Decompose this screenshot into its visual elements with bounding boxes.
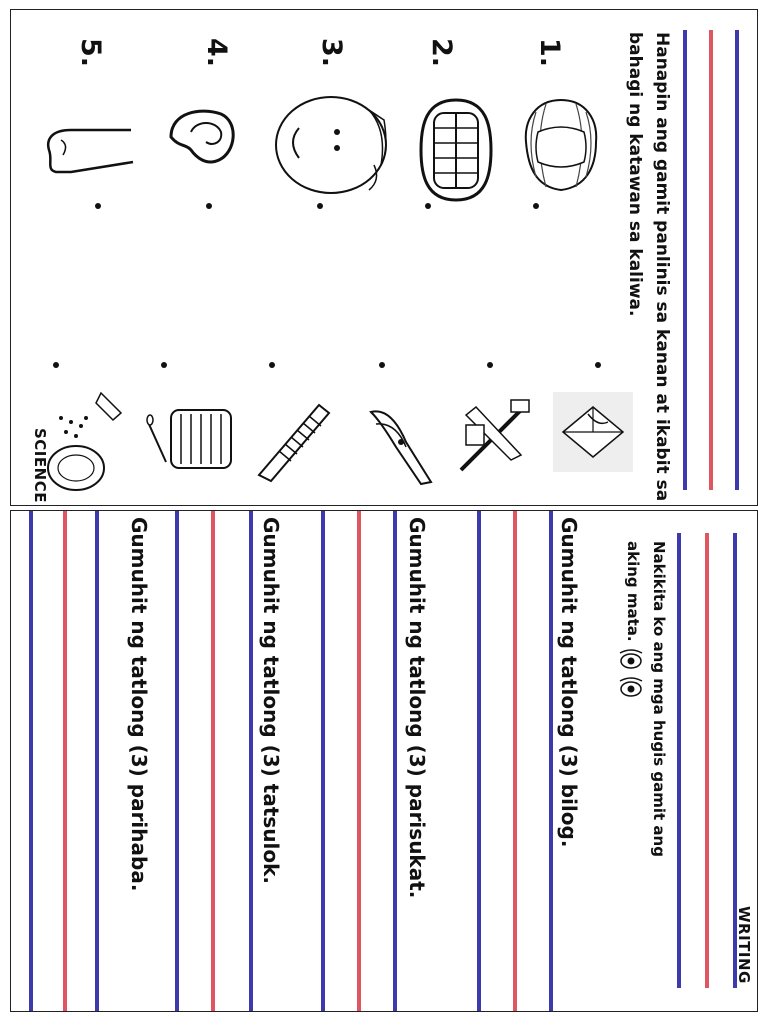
item-number: 3. [316,38,347,68]
notice-line-1: Nakikita ko ang mga hugis gamit ang [650,541,668,857]
guide-line-blue [393,511,397,1011]
guide-line-blue [549,511,553,1011]
notice-line-2: aking mata. [624,541,642,642]
guide-line-blue [735,30,739,490]
guide-line-blue [683,30,687,490]
soap-shower-icon [41,388,141,498]
match-dot-left[interactable] [206,203,212,209]
guide-line-red [709,30,713,490]
guide-line-red [513,511,517,1011]
comb-icon [249,395,334,485]
guide-line-blue [321,511,325,1011]
item-number: 2. [426,38,457,68]
subject-tag: SCIENCE [31,428,49,503]
subject-tag: WRITING [735,906,753,984]
drawing-prompt: Gumuhit ng tatlong (3) parihaba. [127,517,151,892]
item-number: 5. [75,38,106,68]
guide-line-blue [477,511,481,1011]
item-number: 4. [201,38,232,68]
guide-line-blue [29,511,33,1011]
drawing-prompt: Gumuhit ng tatlong (3) bilog. [557,517,581,848]
item-number: 1. [534,38,565,68]
guide-line-red [705,533,709,988]
toothbrush-toothpaste-icon [451,395,536,480]
drawing-prompt: Gumuhit ng tatlong (3) tatsulok. [259,517,283,885]
tissue-box-icon [553,392,633,472]
cotton-buds-icon [146,402,241,477]
guide-line-blue [175,511,179,1011]
face-icon [269,90,399,200]
match-dot-left[interactable] [533,203,539,209]
match-dot-right[interactable] [269,362,275,368]
guide-line-blue [95,511,99,1011]
ear-icon [161,102,241,172]
instruction-line-2: bahagi ng katawan sa kaliwa. [625,32,645,317]
mouth-teeth-icon [416,95,496,205]
guide-line-red [357,511,361,1011]
hair-icon [516,92,606,197]
match-dot-left[interactable] [317,203,323,209]
eyes-icon [616,647,646,705]
drawing-prompt: Gumuhit ng tatlong (3) parisukat. [405,517,429,899]
match-dot-left[interactable] [95,203,101,209]
guide-line-blue [677,533,681,988]
match-dot-left[interactable] [425,203,431,209]
instruction-line-1: Hanapin ang gamit panlinis sa kanan at ikabit sa [652,32,672,502]
guide-line-blue [249,511,253,1011]
match-dot-right[interactable] [487,362,493,368]
nail-clipper-icon [361,402,441,487]
writing-worksheet-panel [10,510,758,1012]
guide-line-red [211,511,215,1011]
match-dot-right[interactable] [161,362,167,368]
science-worksheet-panel [10,9,758,506]
match-dot-right[interactable] [595,362,601,368]
guide-line-red [63,511,67,1011]
match-dot-right[interactable] [53,362,59,368]
match-dot-right[interactable] [379,362,385,368]
nose-icon [41,110,136,185]
